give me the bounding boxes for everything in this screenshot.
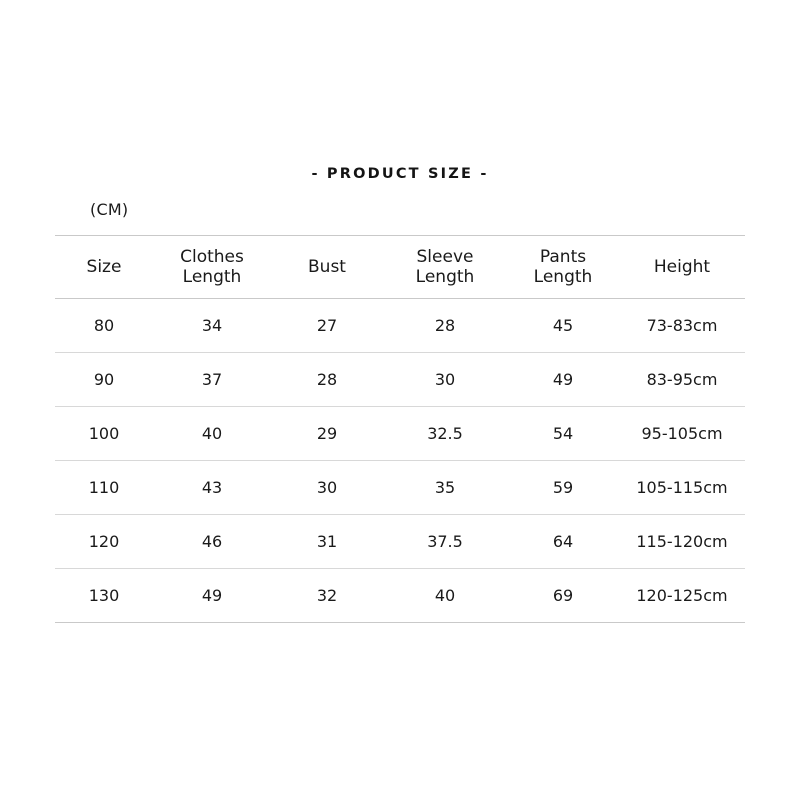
cell-pants-length: 49: [507, 353, 619, 407]
cell-size: 100: [55, 407, 153, 461]
cell-height: 120-125cm: [619, 569, 745, 623]
cell-sleeve-length: 28: [383, 299, 507, 353]
table-row: [55, 407, 745, 461]
column-header-line2: Length: [533, 267, 593, 287]
column-header-line1: Bust: [308, 256, 346, 277]
cell-size: 80: [55, 299, 153, 353]
column-header-line1: Clothes: [180, 246, 244, 267]
column-header-line2: Length: [415, 267, 475, 287]
cell-height: 105-115cm: [619, 461, 745, 515]
column-header-line1: Sleeve: [416, 246, 474, 267]
cell-clothes-length: 49: [153, 569, 271, 623]
column-header-line2: Length: [182, 267, 242, 287]
cell-clothes-length: 43: [153, 461, 271, 515]
cell-clothes-length: 37: [153, 353, 271, 407]
unit-label: (CM): [90, 200, 129, 219]
column-header-sleeve-length: [383, 236, 507, 299]
table-header: [55, 236, 745, 299]
cell-pants-length: 54: [507, 407, 619, 461]
table-row: [55, 515, 745, 569]
column-header-line1: Size: [86, 256, 122, 277]
cell-clothes-length: 34: [153, 299, 271, 353]
size-table: [55, 235, 745, 623]
cell-bust: 30: [271, 461, 383, 515]
cell-pants-length: 64: [507, 515, 619, 569]
cell-height: 73-83cm: [619, 299, 745, 353]
cell-pants-length: 69: [507, 569, 619, 623]
table-header-row: [55, 236, 745, 299]
cell-bust: 28: [271, 353, 383, 407]
cell-bust: 27: [271, 299, 383, 353]
column-header-pants-length: [507, 236, 619, 299]
column-header-size: [55, 236, 153, 299]
page-title: - PRODUCT SIZE -: [311, 166, 489, 182]
cell-size: 90: [55, 353, 153, 407]
cell-pants-length: 59: [507, 461, 619, 515]
cell-bust: 32: [271, 569, 383, 623]
cell-sleeve-length: 30: [383, 353, 507, 407]
cell-sleeve-length: 40: [383, 569, 507, 623]
table-row: [55, 353, 745, 407]
column-header-line1: Height: [653, 256, 711, 277]
cell-sleeve-length: 37.5: [383, 515, 507, 569]
cell-clothes-length: 46: [153, 515, 271, 569]
cell-size: 110: [55, 461, 153, 515]
cell-pants-length: 45: [507, 299, 619, 353]
cell-height: 83-95cm: [619, 353, 745, 407]
cell-clothes-length: 40: [153, 407, 271, 461]
column-header-clothes-length: [153, 236, 271, 299]
table-body: [55, 299, 745, 623]
column-header-bust: [271, 236, 383, 299]
cell-sleeve-length: 32.5: [383, 407, 507, 461]
cell-height: 95-105cm: [619, 407, 745, 461]
table-row: [55, 299, 745, 353]
cell-height: 115-120cm: [619, 515, 745, 569]
cell-sleeve-length: 35: [383, 461, 507, 515]
column-header-height: [619, 236, 745, 299]
cell-size: 130: [55, 569, 153, 623]
cell-size: 120: [55, 515, 153, 569]
table-row: [55, 569, 745, 623]
table-row: [55, 461, 745, 515]
cell-bust: 29: [271, 407, 383, 461]
column-header-line1: Pants: [539, 246, 587, 267]
cell-bust: 31: [271, 515, 383, 569]
